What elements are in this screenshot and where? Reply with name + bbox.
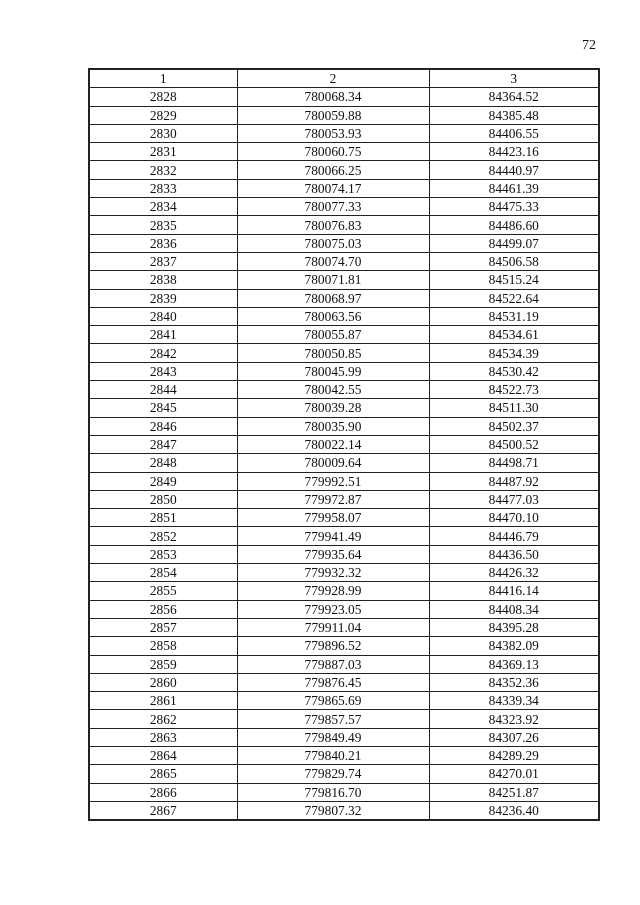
point-number-cell: 2850 xyxy=(89,490,237,508)
y-coordinate-cell: 84364.52 xyxy=(429,88,599,106)
point-number-cell: 2848 xyxy=(89,454,237,472)
point-number-cell: 2838 xyxy=(89,271,237,289)
x-coordinate-cell: 779896.52 xyxy=(237,637,429,655)
x-coordinate-cell: 780074.17 xyxy=(237,179,429,197)
x-coordinate-cell: 780074.70 xyxy=(237,252,429,270)
table-row xyxy=(89,600,599,618)
table-row xyxy=(89,655,599,673)
table-row xyxy=(89,545,599,563)
point-number-cell: 2864 xyxy=(89,746,237,764)
table-row xyxy=(89,179,599,197)
x-coordinate-cell: 779840.21 xyxy=(237,746,429,764)
y-coordinate-cell: 84534.39 xyxy=(429,344,599,362)
y-coordinate-cell: 84236.40 xyxy=(429,801,599,820)
column-header-1: 1 xyxy=(89,69,237,88)
y-coordinate-cell: 84522.73 xyxy=(429,381,599,399)
x-coordinate-cell: 779992.51 xyxy=(237,472,429,490)
y-coordinate-cell: 84487.92 xyxy=(429,472,599,490)
x-coordinate-cell: 779865.69 xyxy=(237,692,429,710)
point-number-cell: 2867 xyxy=(89,801,237,820)
y-coordinate-cell: 84270.01 xyxy=(429,765,599,783)
x-coordinate-cell: 779958.07 xyxy=(237,509,429,527)
table-row xyxy=(89,198,599,216)
table-row xyxy=(89,289,599,307)
point-number-cell: 2842 xyxy=(89,344,237,362)
point-number-cell: 2859 xyxy=(89,655,237,673)
x-coordinate-cell: 780039.28 xyxy=(237,399,429,417)
point-number-cell: 2832 xyxy=(89,161,237,179)
table-row xyxy=(89,435,599,453)
table-row xyxy=(89,234,599,252)
coordinate-table xyxy=(88,68,600,821)
table-row xyxy=(89,399,599,417)
table-row xyxy=(89,454,599,472)
table-row xyxy=(89,143,599,161)
point-number-cell: 2839 xyxy=(89,289,237,307)
x-coordinate-cell: 779807.32 xyxy=(237,801,429,820)
y-coordinate-cell: 84470.10 xyxy=(429,509,599,527)
point-number-cell: 2830 xyxy=(89,124,237,142)
y-coordinate-cell: 84395.28 xyxy=(429,618,599,636)
table-row xyxy=(89,783,599,801)
x-coordinate-cell: 779829.74 xyxy=(237,765,429,783)
point-number-cell: 2860 xyxy=(89,673,237,691)
point-number-cell: 2857 xyxy=(89,618,237,636)
y-coordinate-cell: 84382.09 xyxy=(429,637,599,655)
x-coordinate-cell: 780059.88 xyxy=(237,106,429,124)
point-number-cell: 2851 xyxy=(89,509,237,527)
x-coordinate-cell: 779849.49 xyxy=(237,728,429,746)
point-number-cell: 2865 xyxy=(89,765,237,783)
table-row xyxy=(89,161,599,179)
y-coordinate-cell: 84498.71 xyxy=(429,454,599,472)
x-coordinate-cell: 780035.90 xyxy=(237,417,429,435)
x-coordinate-cell: 779932.32 xyxy=(237,564,429,582)
y-coordinate-cell: 84500.52 xyxy=(429,435,599,453)
y-coordinate-cell: 84436.50 xyxy=(429,545,599,563)
x-coordinate-cell: 779935.64 xyxy=(237,545,429,563)
table-row xyxy=(89,582,599,600)
y-coordinate-cell: 84534.61 xyxy=(429,326,599,344)
table-row xyxy=(89,637,599,655)
x-coordinate-cell: 779887.03 xyxy=(237,655,429,673)
point-number-cell: 2828 xyxy=(89,88,237,106)
table-row xyxy=(89,326,599,344)
y-coordinate-cell: 84530.42 xyxy=(429,362,599,380)
x-coordinate-cell: 780071.81 xyxy=(237,271,429,289)
y-coordinate-cell: 84531.19 xyxy=(429,307,599,325)
y-coordinate-cell: 84446.79 xyxy=(429,527,599,545)
point-number-cell: 2834 xyxy=(89,198,237,216)
y-coordinate-cell: 84506.58 xyxy=(429,252,599,270)
y-coordinate-cell: 84323.92 xyxy=(429,710,599,728)
x-coordinate-cell: 780055.87 xyxy=(237,326,429,344)
point-number-cell: 2853 xyxy=(89,545,237,563)
x-coordinate-cell: 780077.33 xyxy=(237,198,429,216)
point-number-cell: 2866 xyxy=(89,783,237,801)
y-coordinate-cell: 84502.37 xyxy=(429,417,599,435)
table-row xyxy=(89,88,599,106)
x-coordinate-cell: 780063.56 xyxy=(237,307,429,325)
y-coordinate-cell: 84511.30 xyxy=(429,399,599,417)
x-coordinate-cell: 779941.49 xyxy=(237,527,429,545)
x-coordinate-cell: 779923.05 xyxy=(237,600,429,618)
y-coordinate-cell: 84486.60 xyxy=(429,216,599,234)
point-number-cell: 2852 xyxy=(89,527,237,545)
point-number-cell: 2847 xyxy=(89,435,237,453)
point-number-cell: 2855 xyxy=(89,582,237,600)
x-coordinate-cell: 779857.57 xyxy=(237,710,429,728)
y-coordinate-cell: 84416.14 xyxy=(429,582,599,600)
y-coordinate-cell: 84522.64 xyxy=(429,289,599,307)
y-coordinate-cell: 84408.34 xyxy=(429,600,599,618)
point-number-cell: 2837 xyxy=(89,252,237,270)
point-number-cell: 2862 xyxy=(89,710,237,728)
point-number-cell: 2849 xyxy=(89,472,237,490)
table-row xyxy=(89,472,599,490)
table-row xyxy=(89,710,599,728)
point-number-cell: 2833 xyxy=(89,179,237,197)
table-row xyxy=(89,307,599,325)
table-row xyxy=(89,417,599,435)
table-row xyxy=(89,252,599,270)
x-coordinate-cell: 779816.70 xyxy=(237,783,429,801)
point-number-cell: 2836 xyxy=(89,234,237,252)
y-coordinate-cell: 84423.16 xyxy=(429,143,599,161)
table-row xyxy=(89,509,599,527)
table-row xyxy=(89,765,599,783)
table-row xyxy=(89,618,599,636)
y-coordinate-cell: 84461.39 xyxy=(429,179,599,197)
point-number-cell: 2843 xyxy=(89,362,237,380)
point-number-cell: 2841 xyxy=(89,326,237,344)
y-coordinate-cell: 84369.13 xyxy=(429,655,599,673)
point-number-cell: 2835 xyxy=(89,216,237,234)
table-row xyxy=(89,490,599,508)
x-coordinate-cell: 779928.99 xyxy=(237,582,429,600)
y-coordinate-cell: 84352.36 xyxy=(429,673,599,691)
table-row xyxy=(89,381,599,399)
point-number-cell: 2846 xyxy=(89,417,237,435)
point-number-cell: 2861 xyxy=(89,692,237,710)
table-row xyxy=(89,564,599,582)
x-coordinate-cell: 780075.03 xyxy=(237,234,429,252)
point-number-cell: 2829 xyxy=(89,106,237,124)
x-coordinate-cell: 780060.75 xyxy=(237,143,429,161)
table-body xyxy=(89,88,599,820)
table-row xyxy=(89,728,599,746)
table-row xyxy=(89,106,599,124)
point-number-cell: 2854 xyxy=(89,564,237,582)
x-coordinate-cell: 779911.04 xyxy=(237,618,429,636)
table-row xyxy=(89,216,599,234)
table-row xyxy=(89,344,599,362)
point-number-cell: 2856 xyxy=(89,600,237,618)
table-row xyxy=(89,692,599,710)
y-coordinate-cell: 84426.32 xyxy=(429,564,599,582)
x-coordinate-cell: 780066.25 xyxy=(237,161,429,179)
point-number-cell: 2863 xyxy=(89,728,237,746)
y-coordinate-cell: 84307.26 xyxy=(429,728,599,746)
x-coordinate-cell: 779972.87 xyxy=(237,490,429,508)
y-coordinate-cell: 84289.29 xyxy=(429,746,599,764)
x-coordinate-cell: 780068.97 xyxy=(237,289,429,307)
y-coordinate-cell: 84385.48 xyxy=(429,106,599,124)
y-coordinate-cell: 84475.33 xyxy=(429,198,599,216)
point-number-cell: 2844 xyxy=(89,381,237,399)
point-number-cell: 2831 xyxy=(89,143,237,161)
point-number-cell: 2845 xyxy=(89,399,237,417)
y-coordinate-cell: 84251.87 xyxy=(429,783,599,801)
y-coordinate-cell: 84406.55 xyxy=(429,124,599,142)
y-coordinate-cell: 84515.24 xyxy=(429,271,599,289)
table-row xyxy=(89,271,599,289)
y-coordinate-cell: 84477.03 xyxy=(429,490,599,508)
point-number-cell: 2858 xyxy=(89,637,237,655)
x-coordinate-cell: 780009.64 xyxy=(237,454,429,472)
y-coordinate-cell: 84339.34 xyxy=(429,692,599,710)
table-row xyxy=(89,673,599,691)
table-row xyxy=(89,746,599,764)
table-row xyxy=(89,527,599,545)
x-coordinate-cell: 780076.83 xyxy=(237,216,429,234)
x-coordinate-cell: 780022.14 xyxy=(237,435,429,453)
y-coordinate-cell: 84440.97 xyxy=(429,161,599,179)
table-row xyxy=(89,801,599,820)
x-coordinate-cell: 780042.55 xyxy=(237,381,429,399)
point-number-cell: 2840 xyxy=(89,307,237,325)
table-row xyxy=(89,124,599,142)
x-coordinate-cell: 780053.93 xyxy=(237,124,429,142)
table-row xyxy=(89,362,599,380)
y-coordinate-cell: 84499.07 xyxy=(429,234,599,252)
table-header-row xyxy=(89,69,599,88)
coordinate-table-container xyxy=(88,68,598,821)
column-header-3: 3 xyxy=(429,69,599,88)
x-coordinate-cell: 780045.99 xyxy=(237,362,429,380)
x-coordinate-cell: 779876.45 xyxy=(237,673,429,691)
x-coordinate-cell: 780050.85 xyxy=(237,344,429,362)
x-coordinate-cell: 780068.34 xyxy=(237,88,429,106)
page-number: 72 xyxy=(582,38,596,53)
column-header-2: 2 xyxy=(237,69,429,88)
